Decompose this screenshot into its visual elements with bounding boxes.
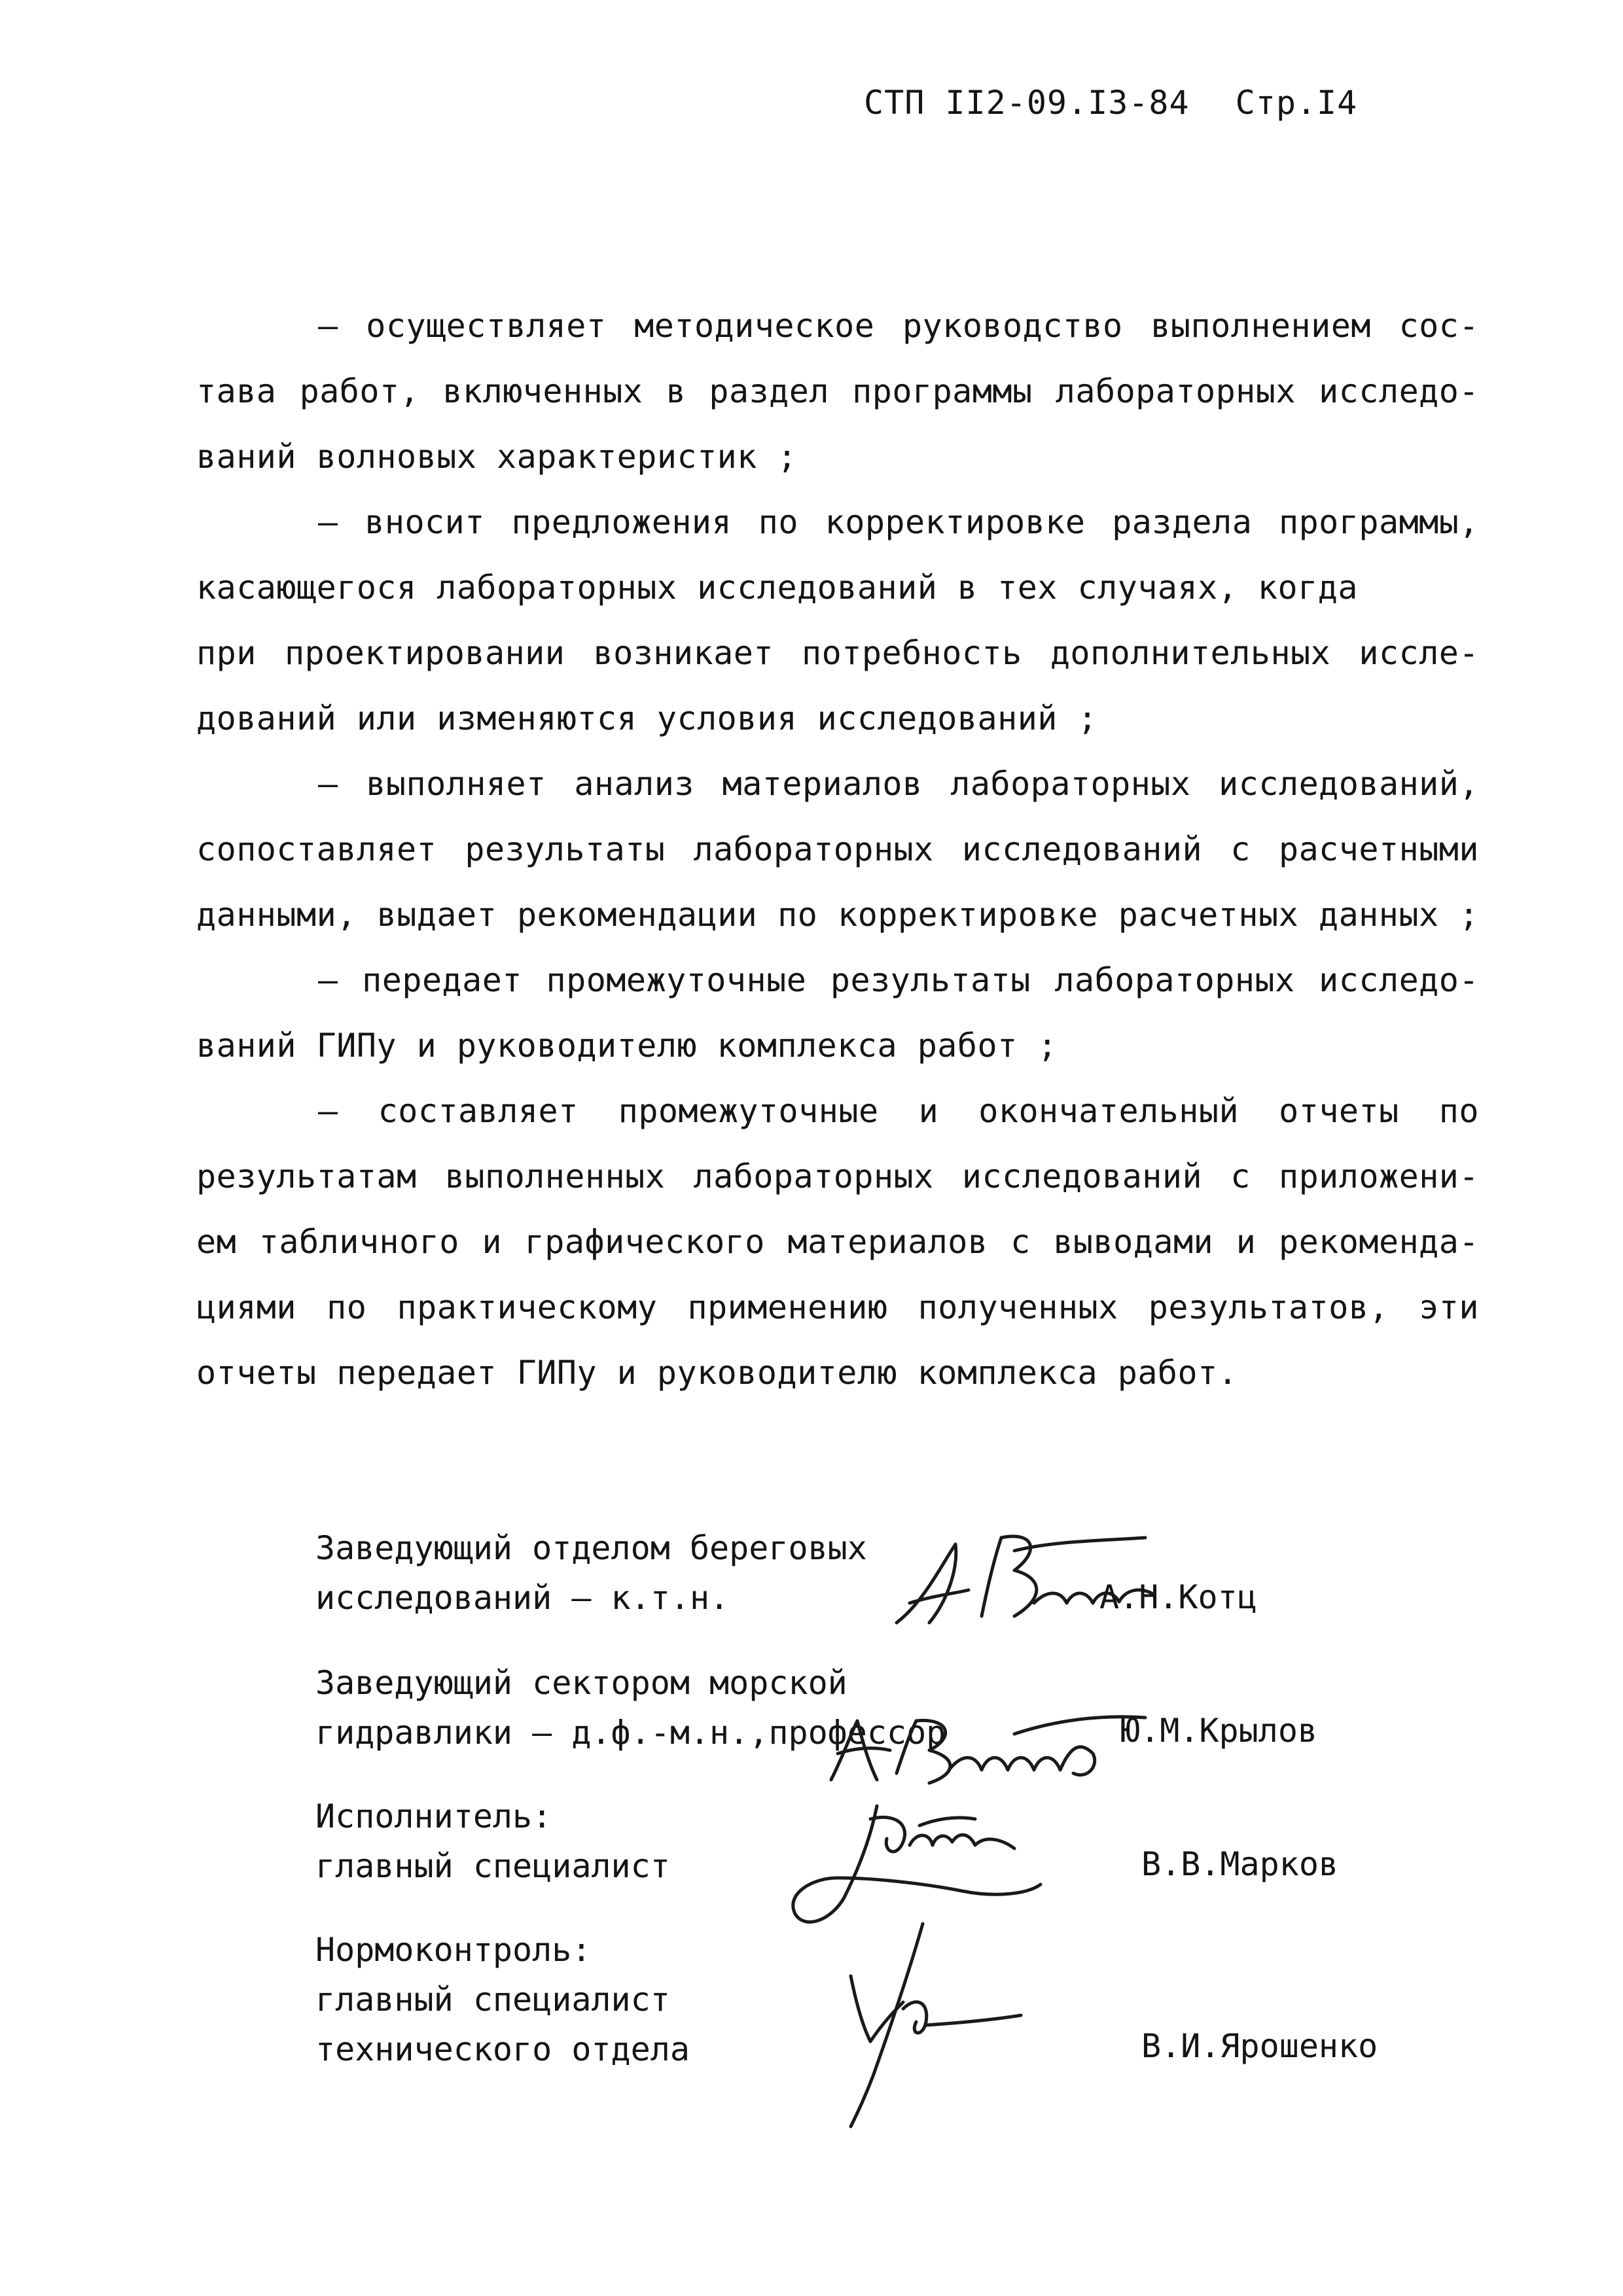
signatory-title-line: исследований – к.т.н. bbox=[315, 1579, 730, 1617]
signatory-title-line: Заведующий сектором морской bbox=[315, 1664, 847, 1702]
body-line: – выполняет анализ материалов лабораторных исследований, bbox=[318, 765, 1479, 803]
body-line: данными, выдает рекомендации по корректировке расчетных данных ; bbox=[196, 896, 1479, 934]
body-line: – вносит предложения по корректировке раздела программы, bbox=[318, 503, 1479, 541]
signatory-title-line: главный специалист bbox=[315, 1847, 670, 1885]
body-line: ваний ГИПу и руководителю комплекса работ ; bbox=[196, 1027, 1058, 1065]
body-line: циями по практическому применению полученных результатов, эти bbox=[196, 1288, 1479, 1326]
body-line: ваний волновых характеристик ; bbox=[196, 438, 798, 476]
body-line: дований или изменяются условия исследований ; bbox=[196, 699, 1098, 737]
signature-block-executor bbox=[315, 1792, 670, 1891]
signatory-title-line: технического отдела bbox=[315, 2030, 690, 2068]
body-line: результатам выполненных лабораторных исследований с приложени- bbox=[196, 1157, 1479, 1195]
signatory-name: В.В.Марков bbox=[1141, 1845, 1339, 1883]
body-line: – осуществляет методическое руководство выполнением сос- bbox=[318, 307, 1479, 345]
signature-block-head-of-department bbox=[315, 1523, 867, 1623]
body-line: ем табличного и графического материалов с выводами и рекоменда- bbox=[196, 1223, 1479, 1261]
handwritten-signature-krylov bbox=[818, 1708, 1158, 1799]
body-line: тава работ, включенных в раздел программы лабораторных исследо- bbox=[196, 372, 1479, 410]
document-code: СТП II2-09.I3-84 bbox=[864, 84, 1190, 122]
body-line: отчеты передает ГИПу и руководителю комплекса работ. bbox=[196, 1354, 1238, 1392]
signatory-name: Ю.М.Крылов bbox=[1120, 1712, 1318, 1750]
signatory-name: А.Н.Котц bbox=[1099, 1578, 1257, 1616]
signatory-title-line: гидравлики – д.ф.-м.н.,профессор bbox=[315, 1714, 946, 1752]
body-line: при проектировании возникает потребность дополнительных иссле- bbox=[196, 634, 1479, 672]
body-text bbox=[196, 293, 1479, 1405]
body-line: – составляет промежуточные и окончательный отчеты по bbox=[318, 1092, 1479, 1130]
handwritten-signature-yaroshenko bbox=[812, 1911, 1034, 2133]
body-line: касающегося лабораторных исследований в тех случаях, когда bbox=[196, 569, 1358, 607]
signature-block-norm-control bbox=[315, 1925, 690, 2074]
signatory-title-line: Заведующий отделом береговых bbox=[315, 1529, 867, 1567]
signatory-title-line: Нормоконтроль: bbox=[315, 1931, 592, 1969]
signatory-name: В.И.Ярошенко bbox=[1141, 2027, 1378, 2065]
page-number: Стр.I4 bbox=[1235, 84, 1358, 122]
signatory-title-line: главный специалист bbox=[315, 1981, 670, 2019]
body-line: – передает промежуточные результаты лабораторных исследо- bbox=[318, 961, 1479, 999]
page-header bbox=[864, 84, 1400, 122]
signatory-title-line: Исполнитель: bbox=[315, 1797, 552, 1835]
body-line: сопоставляет результаты лабораторных исследований с расчетными bbox=[196, 830, 1479, 868]
